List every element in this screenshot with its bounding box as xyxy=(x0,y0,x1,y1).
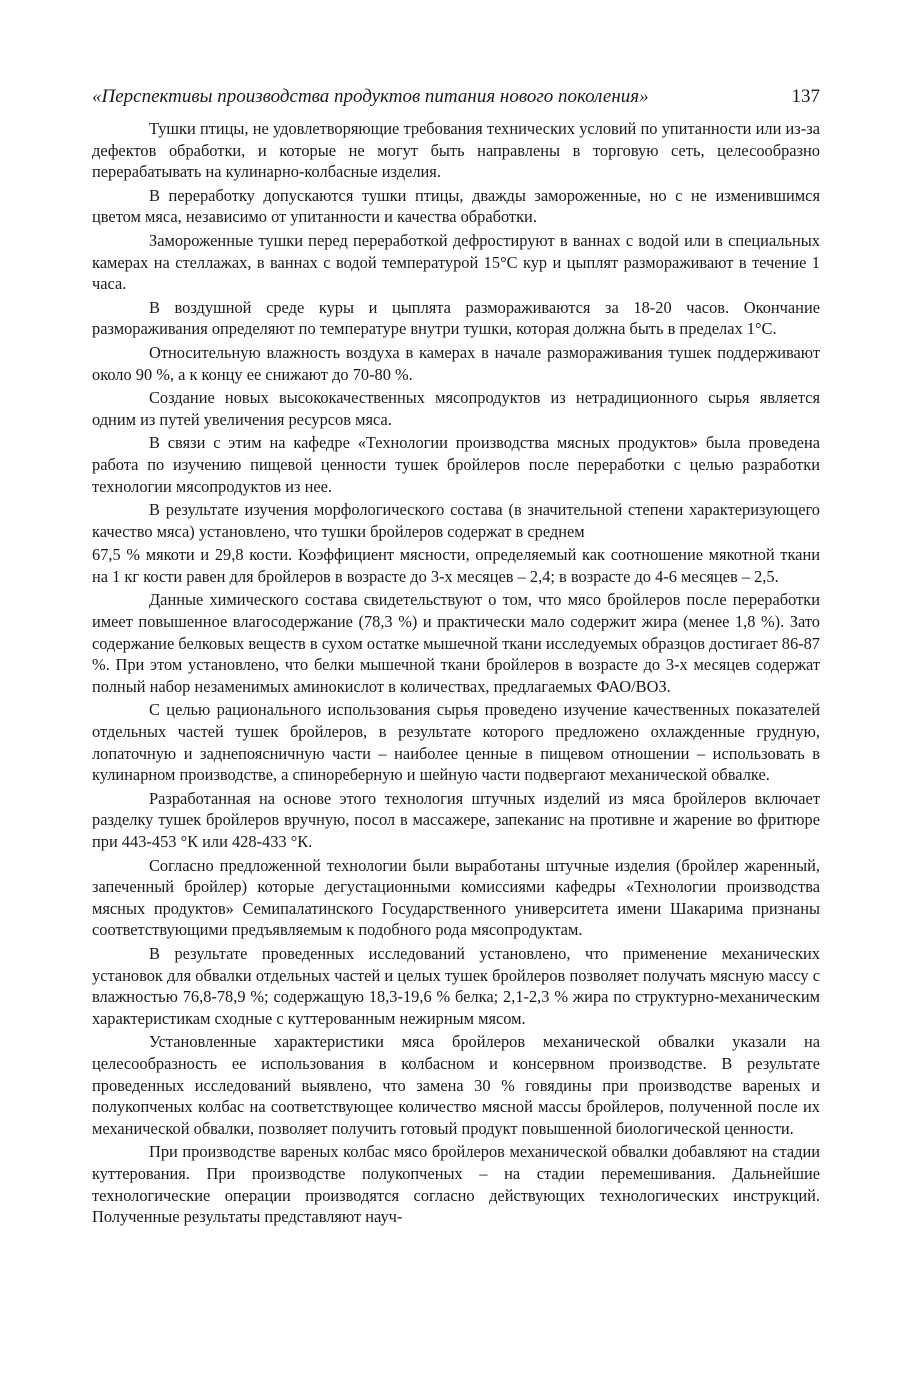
paragraph: Установленные характеристики мяса бройлеров механической обвалки указали на целесообразность ее использования в колбасном и консервном производстве. В результате проведенных исследований выявлено, что замена 30 % говядины при производстве вареных и полукопченых колбас на соответствующее количество мясной массы бройлеров, полученной после их механической обвалки, позволяет получить готовый продукт повышенной биологической ценности. xyxy=(92,1032,820,1138)
paragraph-continuation: 67,5 % мякоти и 29,8 кости. Коэффициент мясности, определяемый как соотношение мякотной ткани на 1 кг кости равен для бройлеров в возрасте до 3-х месяцев – 2,4; в возрасте до 4-6 месяцев – 2,5. xyxy=(92,545,820,586)
paragraph: В результате изучения морфологического состава (в значительной степени характеризующего качество мяса) установлено, что тушки бройлеров содержат в среднем xyxy=(92,500,820,541)
body-text xyxy=(92,118,820,1228)
running-header xyxy=(92,86,820,116)
paragraph: В воздушной среде куры и цыплята размораживаются за 18-20 часов. Окончание размораживания определяют по температуре внутри тушки, которая должна быть в пределах 1°С. xyxy=(92,297,820,339)
paragraph: Согласно предложенной технологии были выработаны штучные изделия (бройлер жаренный, запеченный бройлер) которые дегустационными комиссиями кафедры «Технологии производства мясных продуктов» Семипалатинского Государственного университета имени Шакарима признаны соответствующими предъявляемым к подобного рода мясопродуктам. xyxy=(92,855,820,940)
paragraph: Создание новых высококачественных мясопродуктов из нетрадиционного сырья является одним из путей увеличения ресурсов мяса. xyxy=(92,388,820,429)
paragraph: При производстве вареных колбас мясо бройлеров механической обвалки добавляют на стадии куттерования. При производстве полукопченых – на стадии перемешивания. Дальнейшие технологические операции производятся согласно действующих технологических инструкций. Полученные результаты представляют науч- xyxy=(92,1142,820,1227)
document-page xyxy=(92,86,820,1230)
paragraph: Относительную влажность воздуха в камерах в начале размораживания тушек поддерживают около 90 %, а к концу ее снижают до 70-80 %. xyxy=(92,342,820,384)
paragraph: Разработанная на основе этого технология штучных изделий из мяса бройлеров включает разделку тушек бройлеров вручную, посол в массажере, запеканис на противне и жарение во фритюре при 443-453 °К или 428-433 °К. xyxy=(92,788,820,851)
paragraph: Тушки птицы, не удовлетворяющие требования технических условий по упитанности или из-за дефектов обработки, и которые не могут быть направлены в торговую сеть, целесообразно перерабатывать на кулинарно-колбасные изделия. xyxy=(92,119,820,182)
paragraph: Данные химического состава свидетельствуют о том, что мясо бройлеров после переработки имеет повышенное влагосодержание (78,3 %) и практически мало содержит жира (менее 1,8 %). Зато содержание белковых веществ в сухом остатке мышечной ткани исследуемых образцов достигает 86-87 %. При этом установлено, что белки мышечной ткани бройлеров в возрасте до 3-х месяцев содержат полный набор незаменимых аминокислот в количествах, предлагаемых ФАО/ВОЗ. xyxy=(92,590,820,696)
paragraph: В переработку допускаются тушки птицы, дважды замороженные, но с не изменившимся цветом мяса, независимо от упитанности и качества обработки. xyxy=(92,185,820,227)
paragraph: В связи с этим на кафедре «Технологии производства мясных продуктов» была проведена работа по изучению пищевой ценности тушек бройлеров после переработки с целью разработки технологии мясопродуктов из нее. xyxy=(92,433,820,496)
paragraph: С целью рационального использования сырья проведено изучение качественных показателей отдельных частей тушек бройлеров, в результате которого предложено охлажденные грудную, лопаточную и заднепоясничную части – наиболее ценные в пищевом отношении – использовать в кулинарном производстве, а спинореберную и шейную части подвергают механической обвалке. xyxy=(92,700,820,785)
page-number: 137 xyxy=(791,86,820,107)
running-title: «Перспективы производства продуктов питания нового поколения» xyxy=(92,86,649,107)
paragraph: Замороженные тушки перед переработкой дефростируют в ваннах с водой или в специальных камерах на стеллажах, в ваннах с водой температурой 15°С кур и цыплят размораживают в течение 1 часа. xyxy=(92,230,820,294)
paragraph: В результате проведенных исследований установлено, что применение механических установок для обвалки отдельных частей и целых тушек бройлеров позволяет получать мясную массу с влажностью 76,8-78,9 %; содержащую 18,3-19,6 % белка; 2,1-2,3 % жира по структурно-механическим характеристикам сходные с куттерованным нежирным мясом. xyxy=(92,943,820,1028)
